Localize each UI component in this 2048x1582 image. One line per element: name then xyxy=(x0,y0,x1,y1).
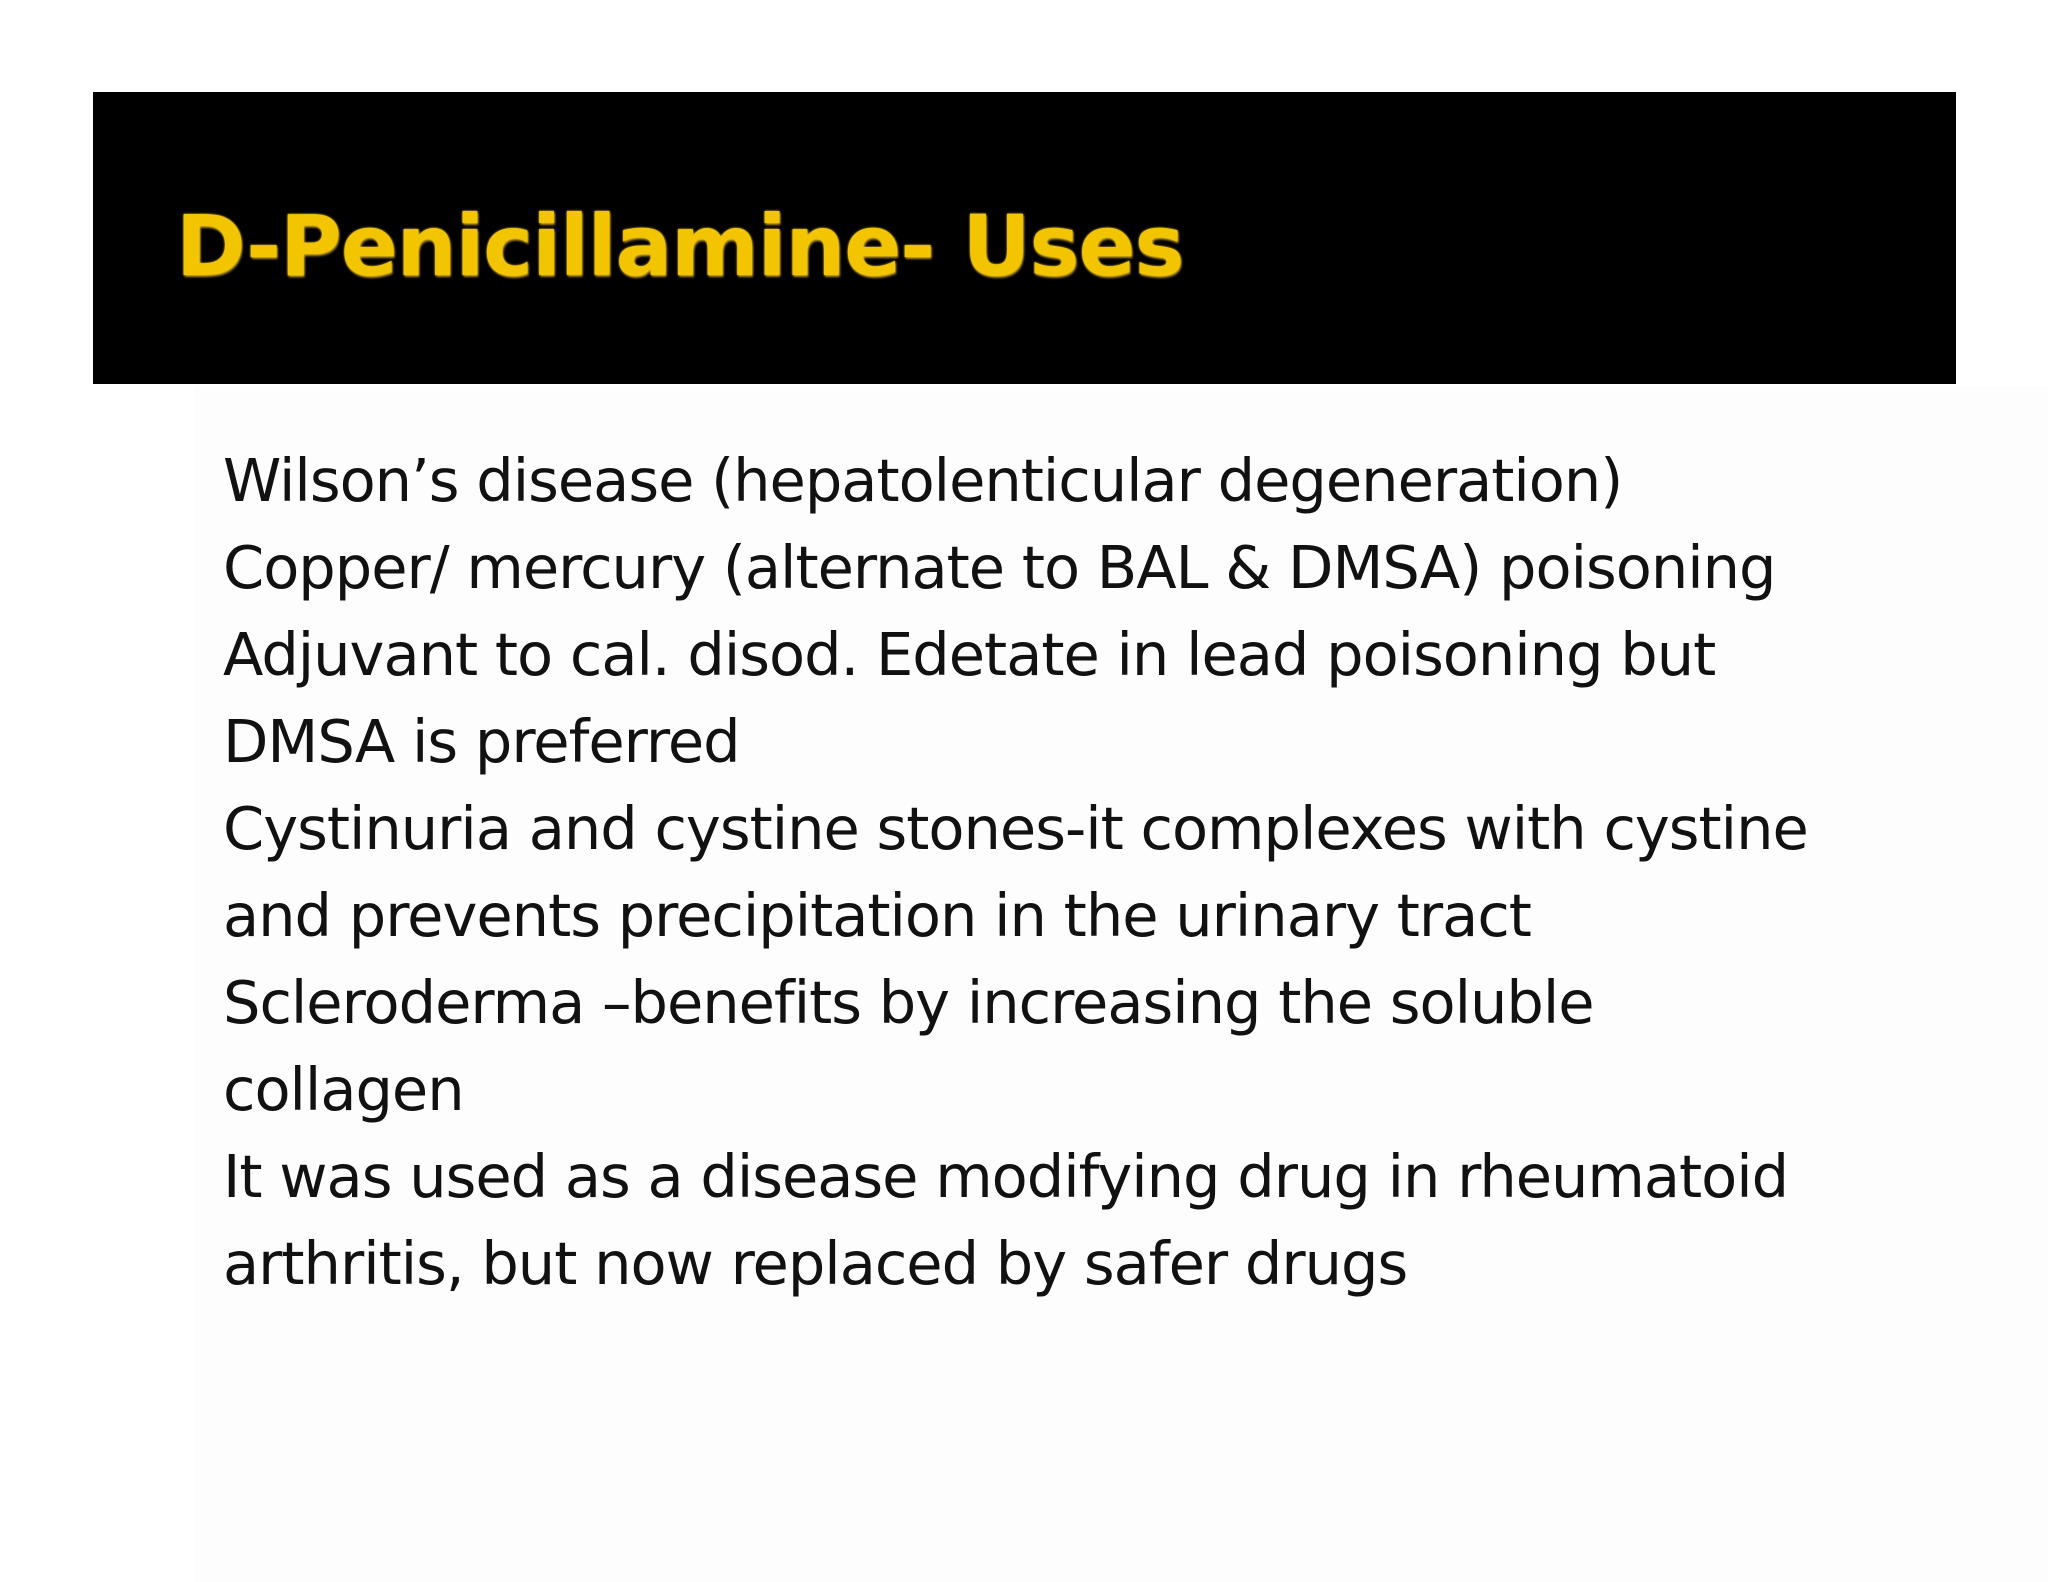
slide-body-text xyxy=(223,437,1808,1307)
body-line: DMSA is preferred xyxy=(223,707,740,776)
body-line: Cystinuria and cystine stones-it complexes with cystine xyxy=(223,794,1808,863)
body-line: arthritis, but now replaced by safer drugs xyxy=(223,1229,1408,1298)
title-bar xyxy=(93,92,1956,384)
body-line: and prevents precipitation in the urinary tract xyxy=(223,881,1531,950)
slide-title: D-Penicillamine- Uses xyxy=(176,197,1184,295)
body-line: Adjuvant to cal. disod. Edetate in lead poisoning but xyxy=(223,620,1716,689)
body-line: Wilson’s disease (hepatolenticular degeneration) xyxy=(223,446,1623,515)
body-line: collagen xyxy=(223,1055,464,1124)
body-line: It was used as a disease modifying drug in rheumatoid xyxy=(223,1142,1789,1211)
body-line: Scleroderma –benefits by increasing the soluble xyxy=(223,968,1594,1037)
body-line: Copper/ mercury (alternate to BAL & DMSA) poisoning xyxy=(223,533,1776,602)
